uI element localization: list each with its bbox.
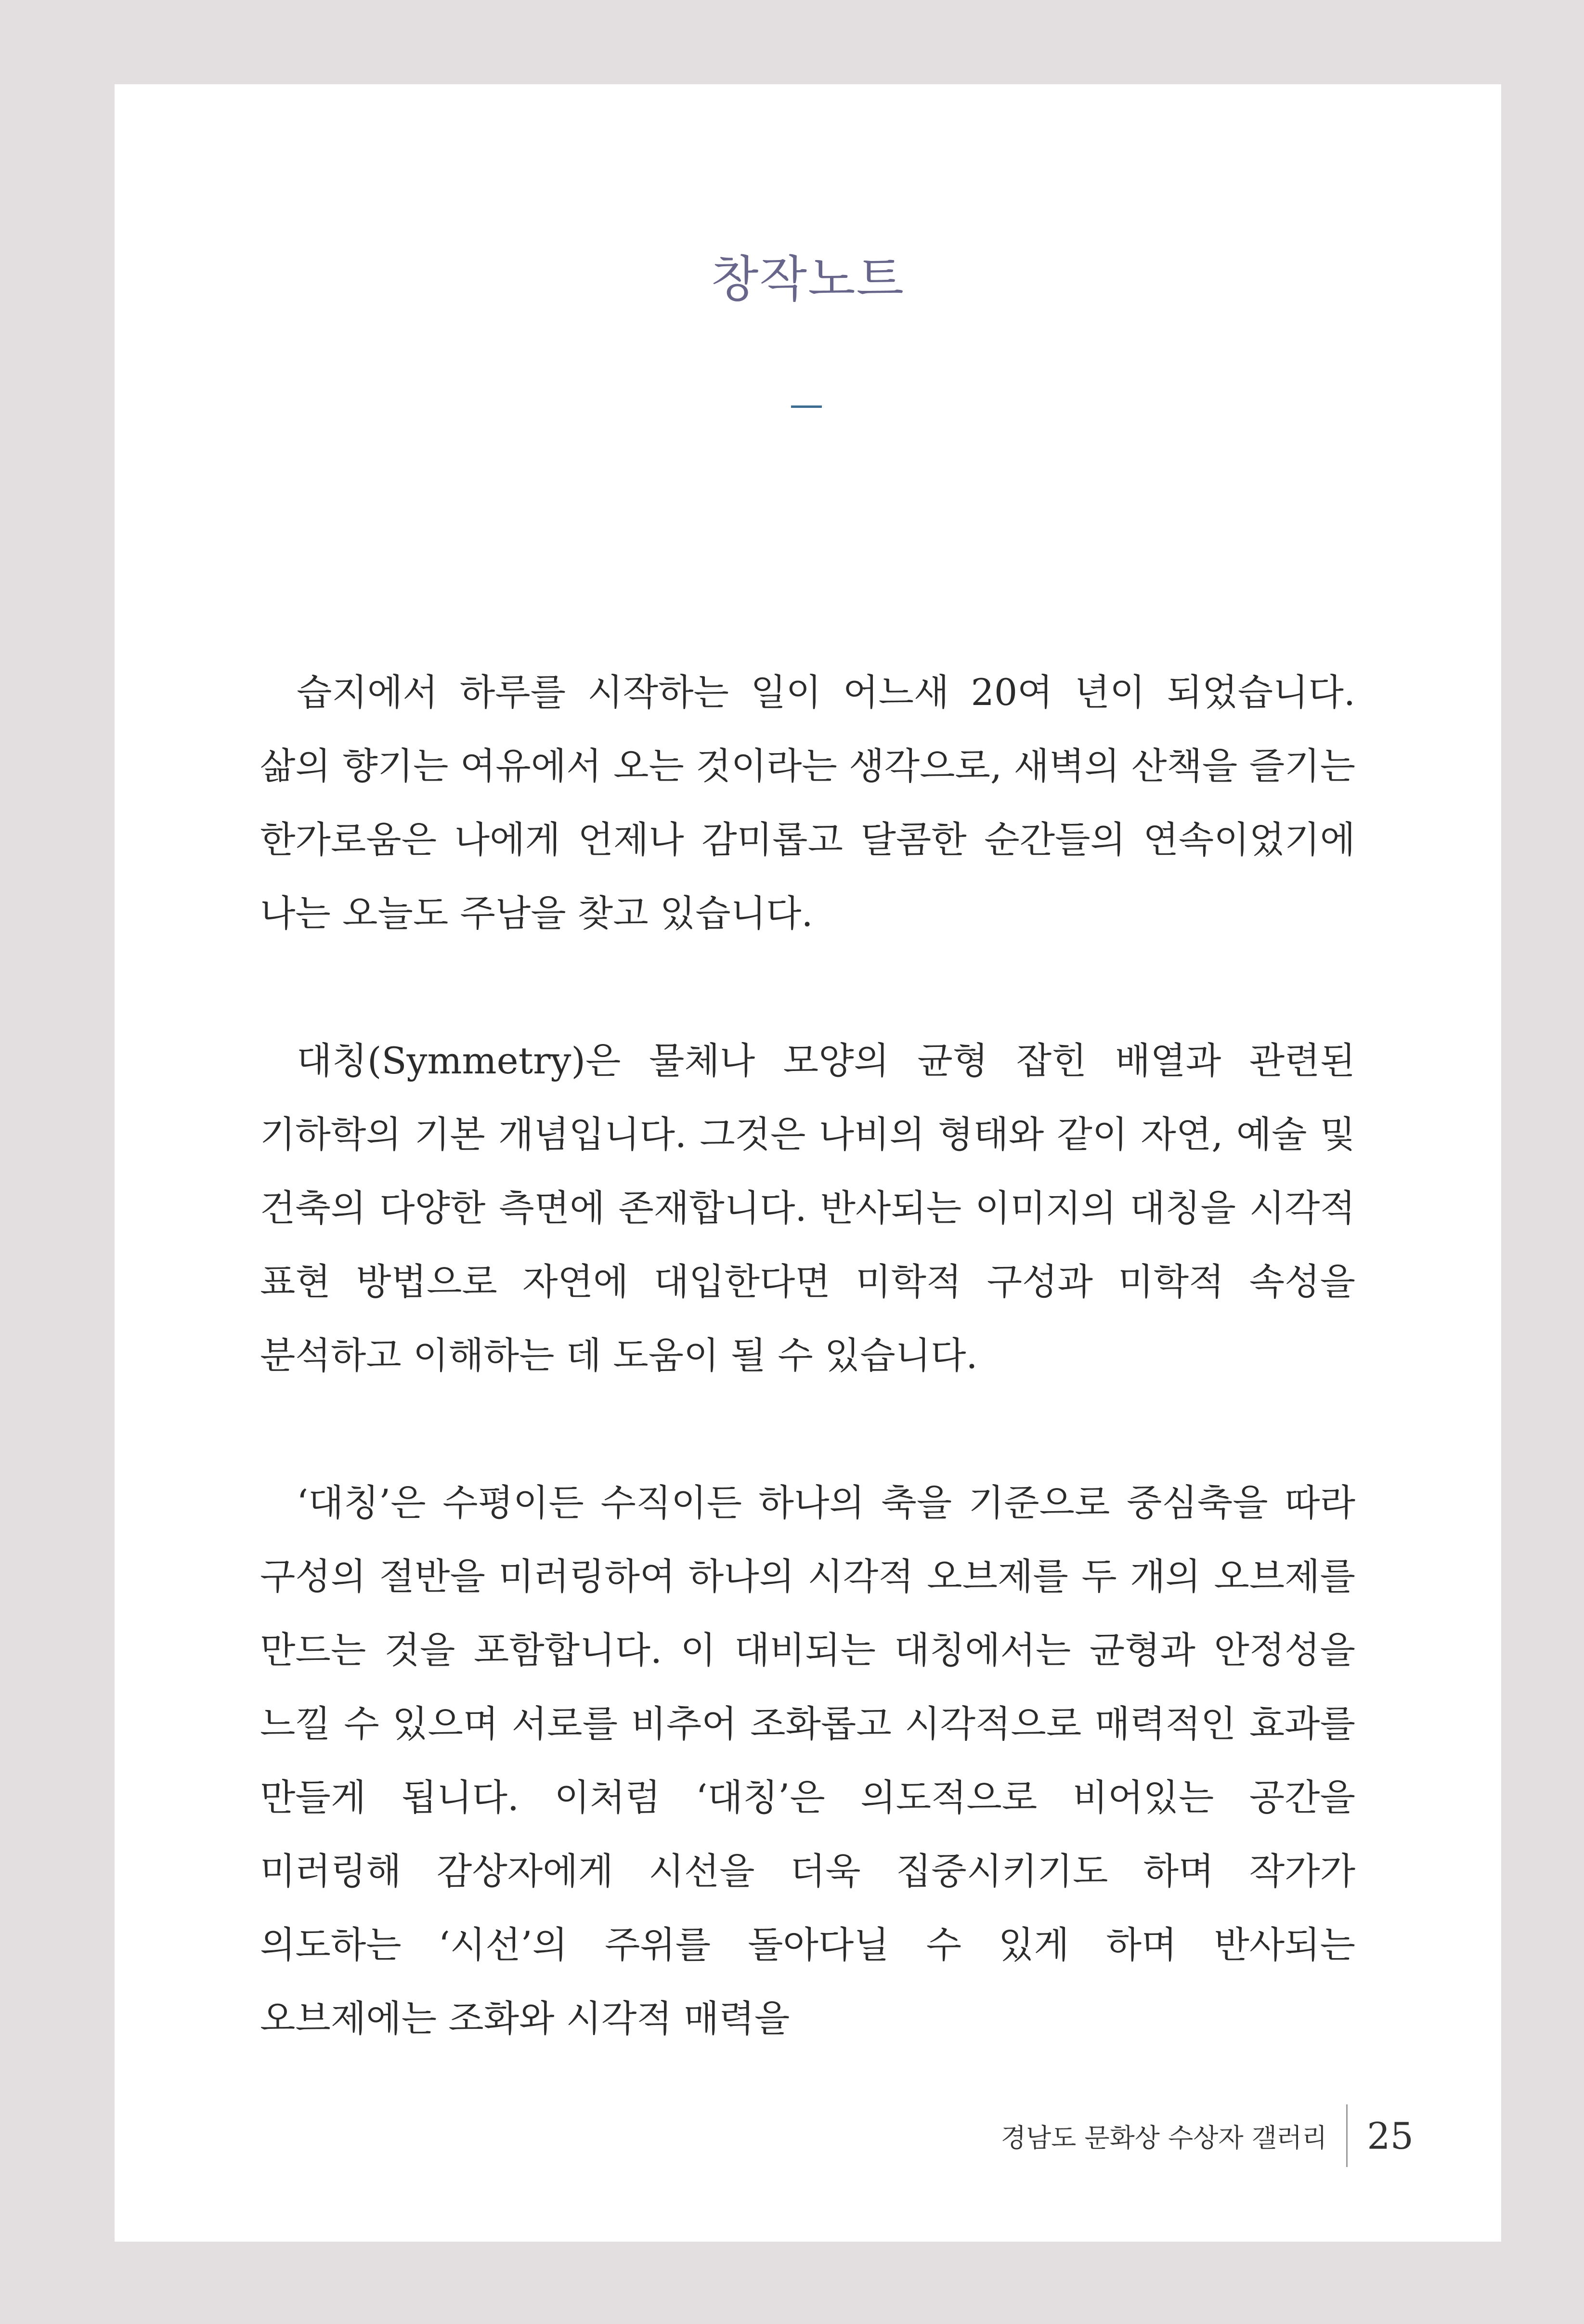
page-number: 25 <box>1367 2114 1414 2157</box>
paragraph-3: ‘대칭’은 수평이든 수직이든 하나의 축을 기준으로 중심축을 따라 구성의 절반을 미러링하여 하나의 시각적 오브제를 두 개의 오브제를 만드는 것을 포함합니다. 이 대비되는 대칭에서는 균형과 안정성을 느낄 수 있으며 서로를 비추어 조화롭고 시각적으로 매력적인 효과를 만들게 됩니다. 이처럼 ‘대칭’은 의도적으로 비어있는 공간을 미러링해 감상자에게 시선을 더욱 집중시키기도 하며 작가가 의도하는 ‘시선’의 주위를 돌아다닐 수 있게 하며 반사되는 오브제에는 조화와 시각적 매력을 <box>260 1481 1355 2040</box>
paragraph-2: 대칭(Symmetry)은 물체나 모양의 균형 잡힌 배열과 관련된 기하학의 기본 개념입니다. 그것은 나비의 형태와 같이 자연, 예술 및 건축의 다양한 측면에 존재합니다. 반사되는 이미지의 대칭을 시각적 표현 방법으로 자연에 대입한다면 미학적 구성과 미학적 속성을 분석하고 이해하는 데 도움이 될 수 있습니다. <box>260 1039 1355 1377</box>
page-sheet <box>115 84 1501 2242</box>
page-footer <box>1001 2104 1414 2167</box>
publication-title: 경남도 문화상 수상자 갤러리 <box>1000 2122 1327 2153</box>
paragraph-1: 습지에서 하루를 시작하는 일이 어느새 20여 년이 되었습니다. 삶의 향기는 여유에서 오는 것이라는 생각으로, 새벽의 산책을 즐기는 한가로움은 나에게 언제나 감미롭고 달콤한 순간들의 연속이었기에 나는 오늘도 주남을 찾고 있습니다. <box>260 671 1355 935</box>
title-divider <box>791 405 822 408</box>
body-text <box>260 655 1355 2129</box>
page-title: 창작노트 <box>711 251 905 308</box>
